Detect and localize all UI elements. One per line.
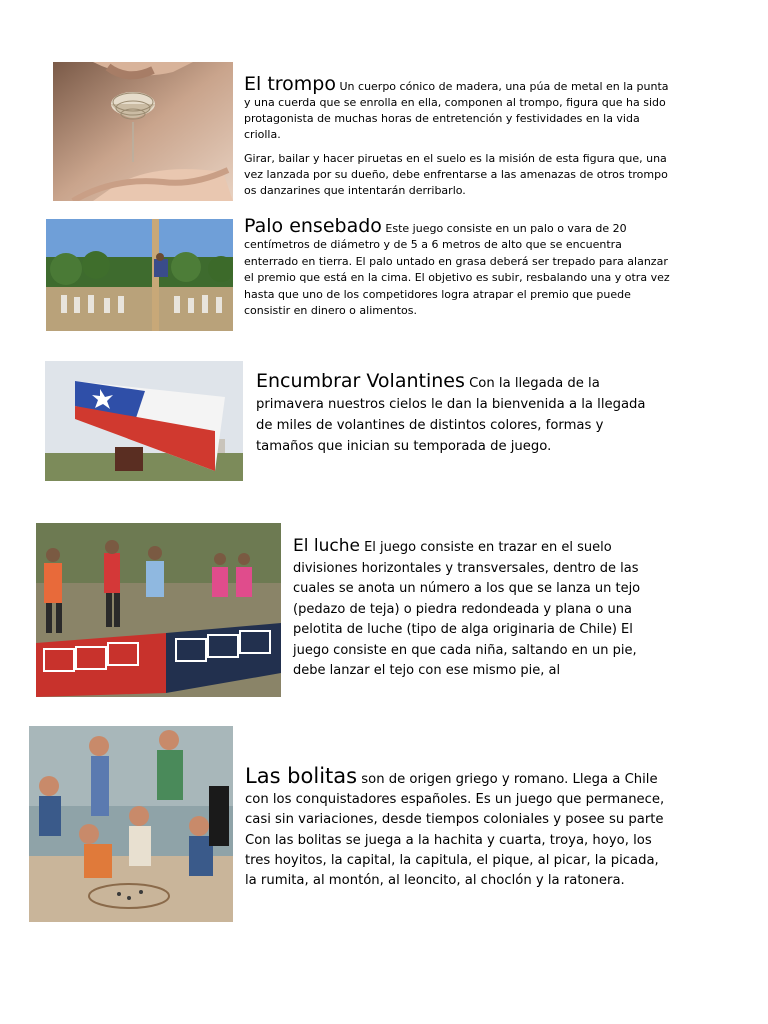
hopscotch-photo xyxy=(36,523,281,697)
section-text: El juego consiste en trazar en el suelo divisiones horizontales y transversales, dentro de las cuales se anota un número a los que se lanza un tejo (pedazo de teja) o piedra redondeada y plana o una pelotita de luche (tipo de alga originaria de Chile) El juego consiste en que cada niña, saltando en un pie, debe lanzar el tejo con ese mismo pie, al xyxy=(293,540,641,678)
marbles-mural-photo xyxy=(29,726,233,922)
section-title: Palo ensebado xyxy=(244,215,382,237)
section-title: Encumbrar Volantines xyxy=(256,370,465,392)
section-palo-ensebado xyxy=(244,215,674,319)
section-text: Un cuerpo cónico de madera, una púa de metal en la punta y una cuerda que se enrolla en ella, componen al trompo, figura que ha sido protagonista de muchas horas de entretención y festividades en la vida criolla. xyxy=(244,80,669,141)
section-text: son de origen griego y romano. Llega a Chile con los conquistadores españoles. Es un juego que permanece, casi sin variaciones, desde tiempos coloniales y posee su parte Con las bolitas se juega a la hachita y cuarta, troya, hoyo, los tres hoyitos, la capital, la capitula, el pique, al picar, la picada, la rumita, al montón, al leoncito, al choclón y la ratonera. xyxy=(245,772,665,889)
section-title: Las bolitas xyxy=(245,764,358,788)
section-el-trompo xyxy=(244,74,674,199)
section-el-luche xyxy=(293,536,673,682)
section-las-bolitas xyxy=(245,766,665,891)
section-encumbrar-volantines xyxy=(256,371,656,457)
greased-pole-photo xyxy=(46,219,233,331)
section-text: Con la llegada de la primavera nuestros cielos le dan la bienvenida a la llegada de miles de volantines de distintos colores, formas y tamaños que inician su temporada de juego. xyxy=(256,376,646,454)
section-text: Este juego consiste en un palo o vara de 20 centímetros de diámetro y de 5 a 6 metros de alto que se encuentra enterrado en tierra. El palo untado en grasa deberá ser trepado para alanzar el premio que está en la cima. El objetivo es subir, resbalando una y otra vez hasta que uno de los competidores logra atrapar el premio que puede consistir en dinero o alimentos. xyxy=(244,222,670,318)
section-text: Girar, bailar y hacer piruetas en el suelo es la misión de esta figura que, una vez lanzada por su dueño, debe enfrentarse a las amenazas de otros trompo os danzarines que intentarán derribarlo. xyxy=(244,152,668,197)
section-title: El trompo xyxy=(244,73,336,95)
kite-photo xyxy=(45,361,243,481)
section-title: El luche xyxy=(293,536,360,556)
spinning-top-photo xyxy=(53,62,233,201)
